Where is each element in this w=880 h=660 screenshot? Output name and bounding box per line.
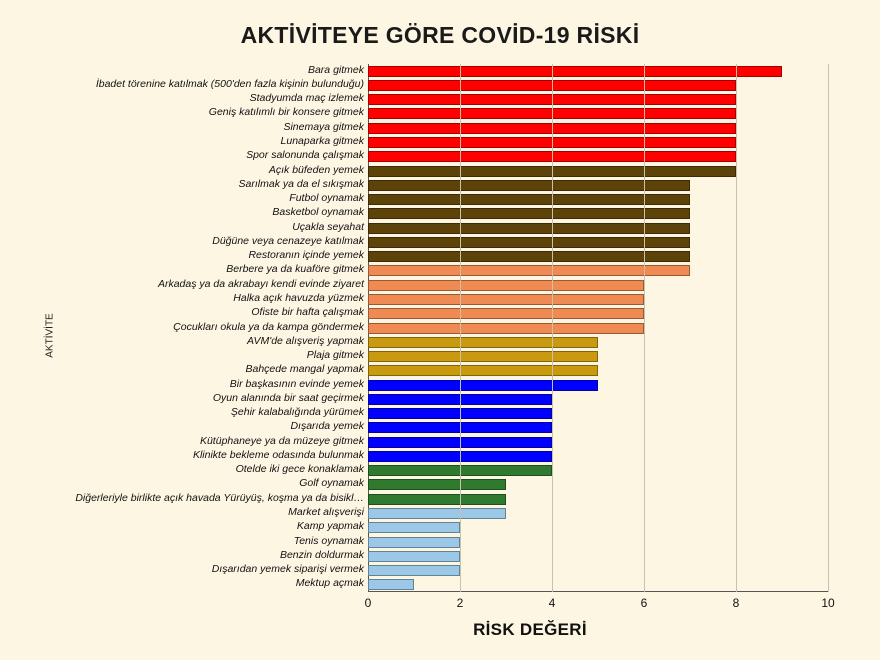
bar-row (306, 349, 828, 362)
category-label: Uçakla seyahat (292, 220, 364, 233)
category-label: İbadet törenine katılmak (500'den fazla kişinin bulunduğu) (95, 77, 364, 90)
bar (368, 565, 460, 576)
bar-row (199, 434, 828, 448)
bar-row (249, 92, 828, 105)
category-label: Spor salonunda çalışmak (246, 149, 364, 162)
bar-row (279, 548, 828, 562)
bar-row (288, 506, 828, 519)
x-tick-label: 0 (364, 596, 372, 610)
category-label: Bir başkasının evinde yemek (229, 377, 364, 390)
category-label: Ofiste bir hafta çalışmak (251, 306, 364, 319)
bar-row (295, 577, 828, 590)
bar (368, 579, 414, 590)
x-tick-label: 2 (456, 596, 464, 610)
bar-row (245, 363, 828, 376)
bar (368, 180, 690, 191)
category-label: Düğüne veya cenazeye katılmak (212, 234, 364, 247)
bar-row (212, 391, 828, 405)
category-label: Bahçede mangal yapmak (245, 363, 364, 376)
gridline (828, 64, 829, 592)
bar (368, 294, 644, 305)
bar (368, 280, 644, 291)
bar (368, 208, 690, 219)
category-label: Halka açık havuzda yüzmek (233, 291, 364, 304)
chart-title: AKTİVİTEYE GÖRE COVİD-19 RİSKİ (240, 22, 640, 48)
x-axis-label: RİSK DEĞERİ (473, 620, 587, 639)
bar-row (173, 320, 828, 334)
bar-row (290, 420, 828, 433)
category-label: Klinikte bekleme odasında bulunmak (192, 448, 364, 461)
bar-row (211, 563, 828, 576)
category-label: Dışarıdan yemek siparişi vermek (211, 563, 364, 576)
bars-group (75, 63, 828, 592)
plot-area (75, 63, 835, 610)
category-label: Sinemaya gitmek (283, 120, 364, 133)
gridline (552, 64, 553, 592)
category-label: Benzin doldurmak (279, 548, 364, 561)
category-label: Stadyumda maç izlemek (249, 92, 364, 105)
bar (368, 537, 460, 548)
category-label: Futbol oynamak (289, 192, 364, 205)
category-label: Diğerleriyle birlikte açık havada Yürüyüş, koşma ya da bisikl… (75, 491, 364, 504)
bar (368, 479, 506, 490)
bar (368, 265, 690, 276)
bar (368, 365, 598, 376)
bar-row (246, 149, 828, 162)
bar (368, 237, 690, 248)
category-label: Basketbol oynamak (272, 206, 364, 219)
bar (368, 323, 644, 334)
category-label: Plaja gitmek (306, 349, 364, 362)
bar-row (208, 106, 828, 119)
category-label: Golf oynamak (299, 477, 364, 490)
bar-row (289, 192, 828, 205)
bar-row (283, 120, 828, 134)
gridline (736, 64, 737, 592)
bar-row (296, 520, 828, 533)
category-label: Çocukları okula ya da kampa göndermek (173, 320, 364, 333)
bar-row (251, 306, 828, 319)
bar (368, 223, 690, 234)
bar (368, 508, 506, 519)
bar-row (229, 377, 828, 391)
x-tick-label: 8 (732, 596, 740, 610)
category-label: Mektup açmak (295, 577, 364, 590)
bar (368, 380, 598, 391)
bar-row (268, 163, 828, 177)
category-label: Kütüphaneye ya da müzeye gitmek (199, 434, 364, 447)
bar-row (233, 291, 828, 305)
bar (368, 251, 690, 262)
bar-row (230, 406, 828, 419)
bar-row (75, 491, 828, 505)
category-label: Oyun alanında bir saat geçirmek (212, 391, 364, 404)
bar-row (307, 63, 828, 77)
category-label: Sarılmak ya da el sıkışmak (238, 177, 364, 190)
gridline (460, 64, 461, 592)
bar-row (293, 534, 828, 548)
bar (368, 522, 460, 533)
bar (368, 351, 598, 362)
category-label: Kamp yapmak (296, 520, 364, 533)
y-axis-label: AKTİVİTE (44, 313, 56, 358)
category-label: Arkadaş ya da akrabayı kendi evinde ziyaret (157, 277, 364, 290)
category-label: Otelde iki gece konaklamak (235, 463, 364, 476)
category-label: Şehir kalabalığında yürümek (230, 406, 364, 419)
bar-row (212, 234, 828, 248)
category-label: Açık büfeden yemek (268, 163, 364, 176)
category-label: Geniş katılımlı bir konsere gitmek (208, 106, 364, 119)
bar-row (226, 263, 828, 276)
bar-row (280, 134, 828, 148)
x-tick-label: 4 (548, 596, 556, 610)
category-label: Berbere ya da kuaföre gitmek (226, 263, 364, 276)
gridline (644, 64, 645, 592)
bar-row (247, 334, 828, 348)
bar-row (157, 277, 828, 291)
category-label: AVM'de alışveriş yapmak (247, 334, 364, 347)
category-label: Bara gitmek (307, 63, 364, 76)
bar (368, 194, 690, 205)
bar (368, 337, 598, 348)
category-label: Market alışverişi (288, 506, 364, 518)
category-label: Lunaparka gitmek (280, 134, 364, 147)
category-label: Restoranın içinde yemek (248, 249, 364, 262)
bar (368, 494, 506, 505)
bar-row (235, 463, 828, 476)
category-label: Tenis oynamak (293, 534, 364, 547)
x-tick-label: 10 (821, 596, 835, 610)
bar-row (192, 448, 828, 462)
bar-row (272, 206, 828, 219)
bar-row (248, 249, 828, 262)
bar (368, 551, 460, 562)
bar (368, 308, 644, 319)
bar-row (299, 477, 828, 490)
bar-row (95, 77, 828, 91)
category-label: Dışarıda yemek (290, 420, 364, 433)
bar-row (292, 220, 828, 234)
x-tick-label: 6 (640, 596, 648, 610)
bar (368, 66, 782, 77)
bar-row (238, 177, 828, 191)
